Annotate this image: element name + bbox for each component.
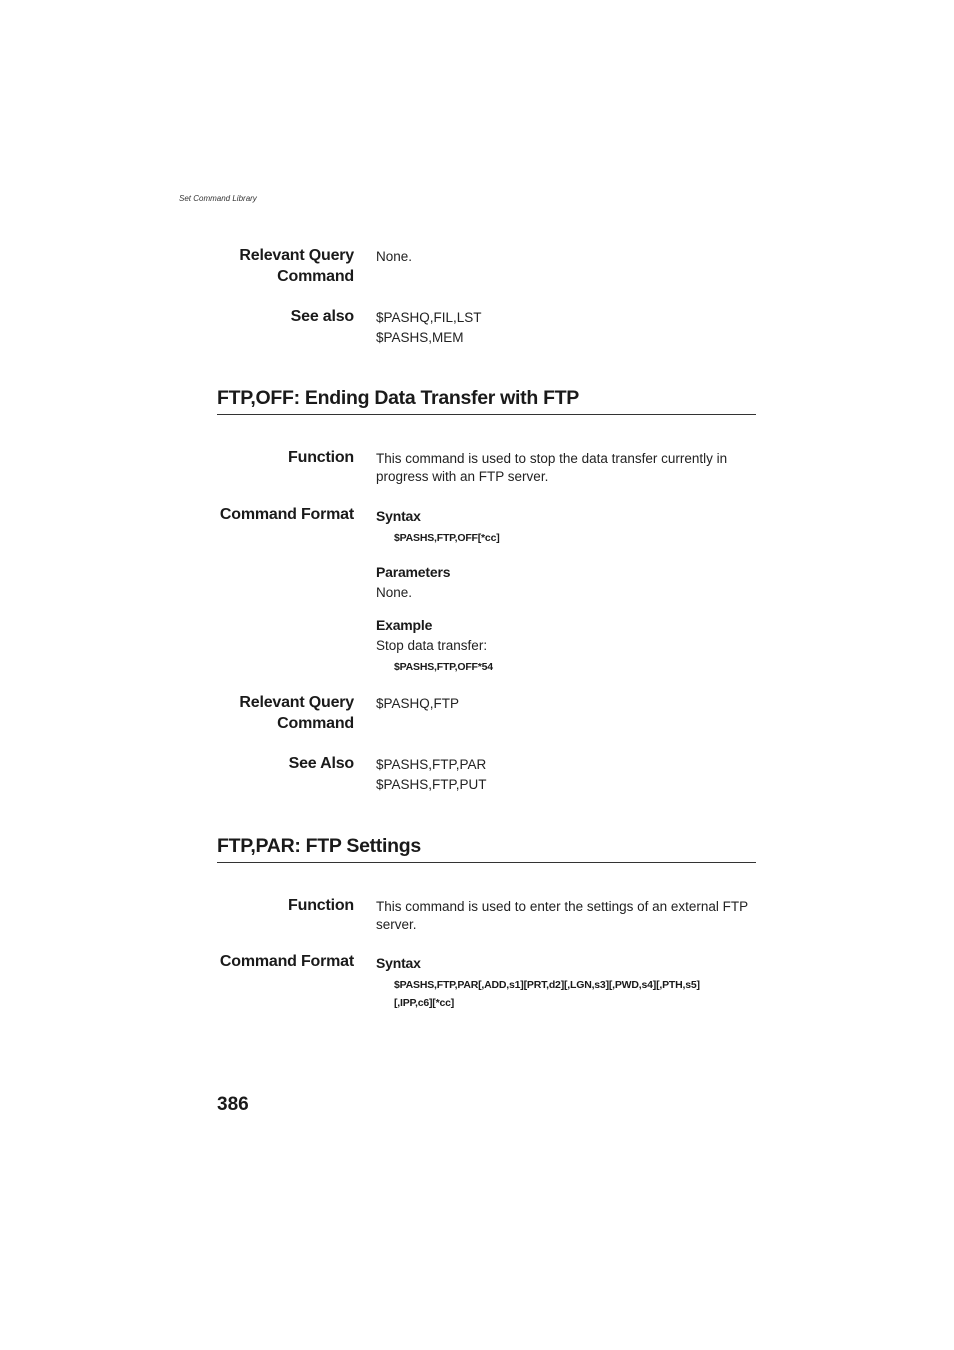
example-code: $PASHS,FTP,OFF*54: [394, 661, 493, 673]
see-also-label: See Also: [288, 755, 354, 772]
function-description-line: progress with an FTP server.: [376, 469, 549, 484]
relevant-query-label: [176, 692, 354, 734]
syntax-code: $PASHS,FTP,OFF[*cc]: [394, 532, 500, 544]
example-heading: Example: [376, 617, 433, 633]
function-label: Function: [288, 897, 354, 914]
function-description: [376, 450, 756, 486]
relevant-query-label: [176, 245, 354, 287]
section-divider: [217, 414, 756, 415]
function-description: [376, 898, 756, 934]
relevant-query-value: None.: [376, 249, 413, 264]
page-number: 386: [217, 1094, 249, 1115]
relevant-query-label-line2: Command: [277, 715, 354, 732]
command-format-label: Command Format: [219, 953, 354, 970]
syntax-code: [394, 976, 739, 1012]
see-also-item: $PASHS,FTP,PUT: [376, 777, 487, 792]
parameters-heading: Parameters: [376, 564, 451, 580]
syntax-code-line: $PASHS,FTP,PAR[,ADD,s1][PRT,d2][,LGN,s3][,PWD,s4][,PTH,s5]: [394, 979, 700, 991]
parameters-text: None.: [376, 585, 413, 600]
see-also-list: [376, 308, 756, 348]
syntax-heading: Syntax: [376, 508, 421, 524]
command-format-label: Command Format: [219, 506, 354, 523]
function-description-line: This command is used to stop the data transfer currently in: [376, 451, 728, 466]
example-text: Stop data transfer:: [376, 638, 488, 653]
see-also-item: $PASHS,MEM: [376, 330, 464, 345]
function-description-line: This command is used to enter the settings of an external FTP: [376, 899, 749, 914]
section-title-ftp-off: FTP,OFF: Ending Data Transfer with FTP: [217, 387, 580, 409]
function-description-line: server.: [376, 917, 417, 932]
relevant-query-label-line1: Relevant Query: [239, 694, 354, 711]
syntax-heading: Syntax: [376, 955, 421, 971]
see-also-list: [376, 755, 756, 795]
section-title-ftp-par: FTP,PAR: FTP Settings: [217, 835, 421, 857]
relevant-query-label-line1: Relevant Query: [239, 247, 354, 264]
syntax-code-line: [,IPP,c6][*cc]: [394, 997, 455, 1009]
see-also-item: $PASHS,FTP,PAR: [376, 757, 487, 772]
function-label: Function: [288, 449, 354, 466]
section-divider: [217, 862, 756, 863]
relevant-query-value: $PASHQ,FTP: [376, 696, 460, 711]
relevant-query-label-line2: Command: [277, 268, 354, 285]
see-also-item: $PASHQ,FIL,LST: [376, 310, 482, 325]
see-also-label: See also: [290, 308, 354, 325]
running-header: Set Command Library: [179, 194, 257, 203]
